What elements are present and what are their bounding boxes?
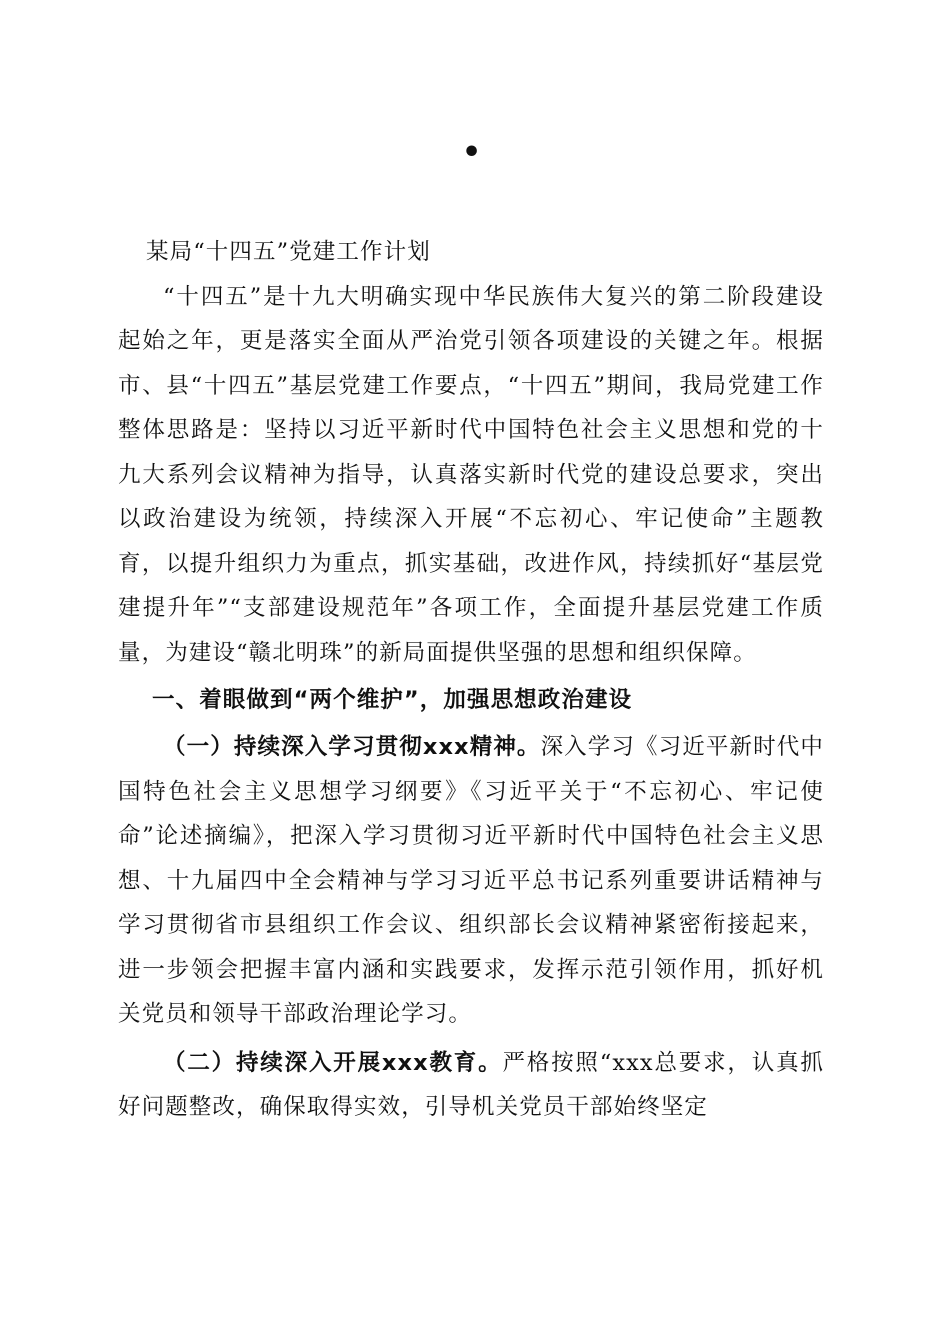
section-item (118, 1041, 824, 1130)
item-lead: （二）持续深入开展xxx教育。 (163, 1049, 503, 1076)
intro-paragraph: “十四五”是十九大明确实现中华民族伟大复兴的第二阶段建设起始之年，更是落实全面从严治党引领各项建设的关键之年。根据市、县“十四五”基层党建工作要点，“十四五”期间，我局党建工作整体思路是：坚持以习近平新时代中国特色社会主义思想和党的十九大系列会议精神为指导，认真落实新时代党的建设总要求，突出以政治建设为统领，持续深入开展“不忘初心、牢记使命”主题教育，以提升组织力为重点，抓实基础，改进作风，持续抓好“基层党建提升年”“支部建设规范年”各项工作，全面提升基层党建工作质量，为建设“赣北明珠”的新局面提供坚强的思想和组织保障。 (118, 283, 824, 666)
page-mark: • (462, 135, 482, 170)
document-body (118, 230, 824, 1130)
item-lead: （一）持续深入学习贯彻xxx精神。 (163, 734, 541, 760)
document-title: 某局“十四五”党建工作计划 (146, 239, 431, 265)
item-body: 深入学习《习近平新时代中国特色社会主义思想学习纲要》《习近平关于“不忘初心、牢记使命”论述摘编》，把深入学习贯彻习近平新时代中国特色社会主义思想、十九届四中全会精神与学习习近平总书记系列重要讲话精神与学习贯彻省市县组织工作会议、组织部长会议精神紧密衔接起来，进一步领会把握丰富内涵和实践要求，发挥示范引领作用，抓好机关党员和领导干部政治理论学习。 (118, 734, 824, 1027)
section-item (118, 725, 824, 1037)
item-body: 严格按照“xxx总要求，认真抓好问题整改，确保取得实效，引导机关党员干部始终坚定 (118, 1049, 824, 1120)
section-heading: 一、着眼做到“两个维护”，加强思想政治建设 (152, 687, 633, 713)
